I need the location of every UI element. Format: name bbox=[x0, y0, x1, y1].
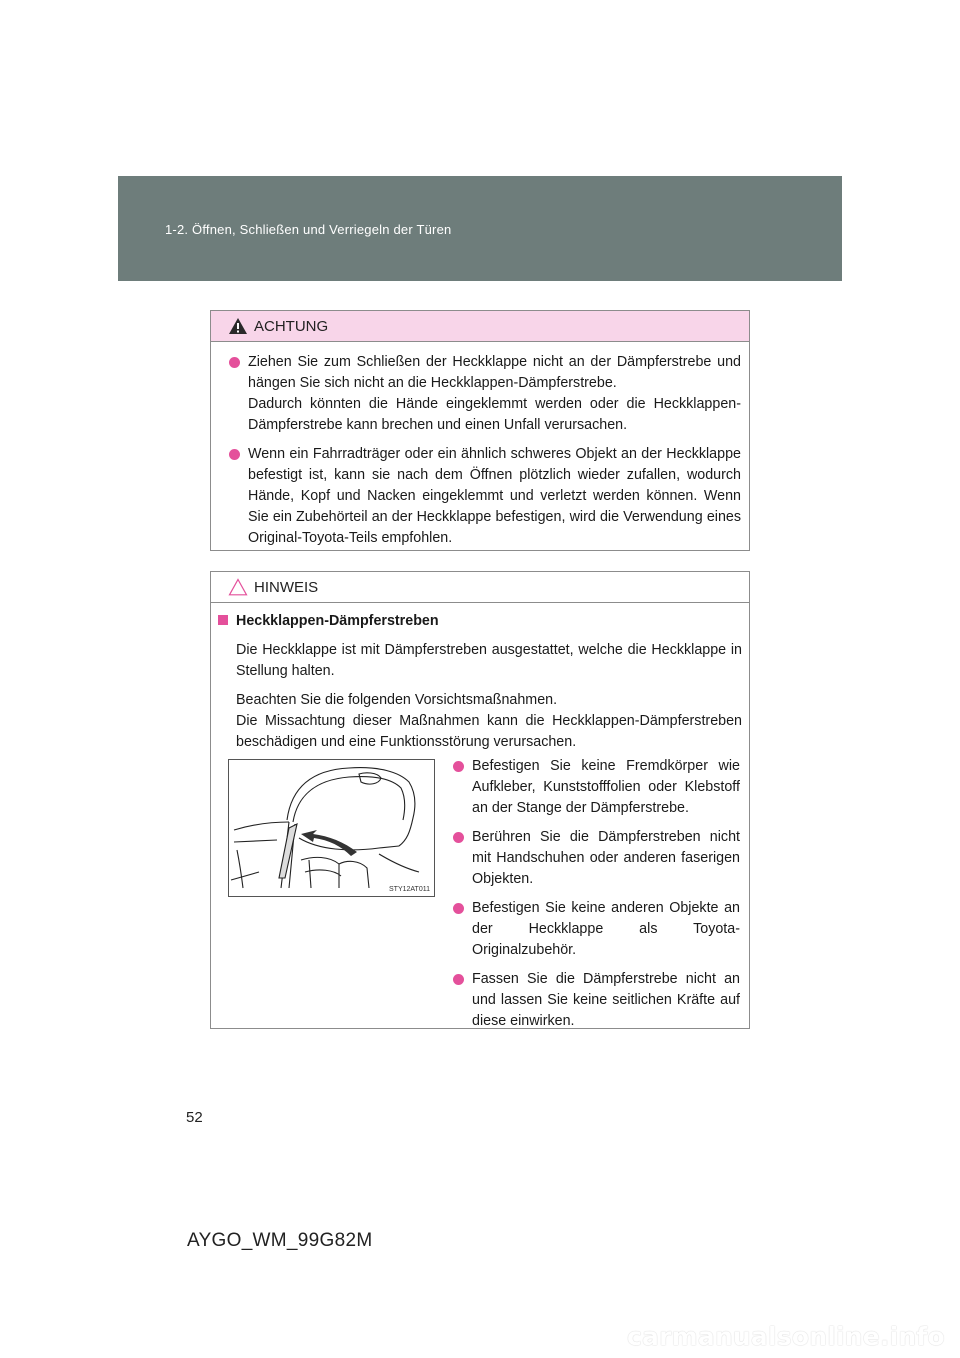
notice-precautions-list bbox=[453, 756, 740, 1032]
figure-code: STY12AT011 bbox=[389, 886, 430, 893]
square-bullet-icon bbox=[218, 615, 228, 625]
warning-item bbox=[229, 352, 741, 436]
notice-header bbox=[211, 572, 749, 603]
notice-title: HINWEIS bbox=[254, 579, 319, 596]
bullet-icon bbox=[229, 357, 240, 368]
bullet-icon bbox=[229, 449, 240, 460]
warning-item bbox=[229, 444, 741, 549]
notice-subtitle: Heckklappen-Dämpferstreben bbox=[218, 611, 742, 632]
warning-list bbox=[229, 352, 741, 549]
tailgate-illustration bbox=[228, 759, 435, 897]
notice-paragraph: Die Heckklappe ist mit Dämpferstreben ausgestattet, welche die Heckklappe in Stellung halten. bbox=[236, 642, 742, 679]
warning-triangle-icon bbox=[228, 317, 248, 335]
warning-header bbox=[211, 311, 749, 342]
page-number: 52 bbox=[186, 1109, 203, 1126]
notice-item: Befestigen Sie keine anderen Objekte an der Heckklappe als Toyota-Originalzubehör. bbox=[453, 898, 740, 961]
notice-item: Fassen Sie die Dämpferstrebe nicht an und lassen Sie keine seitlichen Kräfte auf diese einwirken. bbox=[453, 969, 740, 1032]
bullet-icon bbox=[453, 761, 464, 772]
warning-item-text: Wenn ein Fahrradträger oder ein ähnlich schweres Objekt an der Heckklappe befestigt ist, kann sie nach dem Öffnen plötzlich wieder zufallen, wodurch Hände, Kopf und Nacken eingeklemmt und verletzt werden können. Wenn Sie ein Zubehörteil an der Heckklappe befestigen, wird die Verwendung eines Original-Toyota-Teils empfohlen. bbox=[248, 446, 741, 546]
notice-paragraph: Beachten Sie die folgenden Vorsichtsmaßnahmen. Die Missachtung dieser Maßnahmen kann die Heckklappen-Dämpferstreben beschädigen und eine Funktionsstörung verursachen. bbox=[236, 692, 742, 750]
caution-triangle-icon bbox=[228, 578, 248, 596]
notice-item: Berühren Sie die Dämpferstreben nicht mit Handschuhen oder anderen faserigen Objekten. bbox=[453, 827, 740, 890]
section-header-band bbox=[118, 176, 842, 281]
notice-content bbox=[218, 611, 742, 753]
notice-item: Befestigen Sie keine Fremdkörper wie Aufkleber, Kunststofffolien oder Klebstoff an der Stange der Dämpferstrebe. bbox=[453, 756, 740, 819]
bullet-icon bbox=[453, 903, 464, 914]
bullet-icon bbox=[453, 974, 464, 985]
tailgate-strut-drawing bbox=[229, 760, 434, 896]
warning-title: ACHTUNG bbox=[254, 318, 329, 335]
document-code: AYGO_WM_99G82M bbox=[187, 1230, 373, 1251]
site-watermark[interactable]: carmanualsonline.info bbox=[627, 1322, 945, 1351]
notice-box bbox=[210, 571, 750, 1029]
warning-item-text: Ziehen Sie zum Schließen der Heckklappe nicht an der Dämpferstrebe und hängen Sie sich nicht an die Heckklappen-Dämpferstrebe. Dadurch könnten die Hände eingeklemmt werden oder die Heckklappen-Dämpferstrebe kann brechen und einen Unfall verursachen. bbox=[248, 354, 741, 433]
bullet-icon bbox=[453, 832, 464, 843]
section-title: 1-2. Öffnen, Schließen und Verriegeln der Türen bbox=[165, 222, 452, 237]
warning-box bbox=[210, 310, 750, 551]
